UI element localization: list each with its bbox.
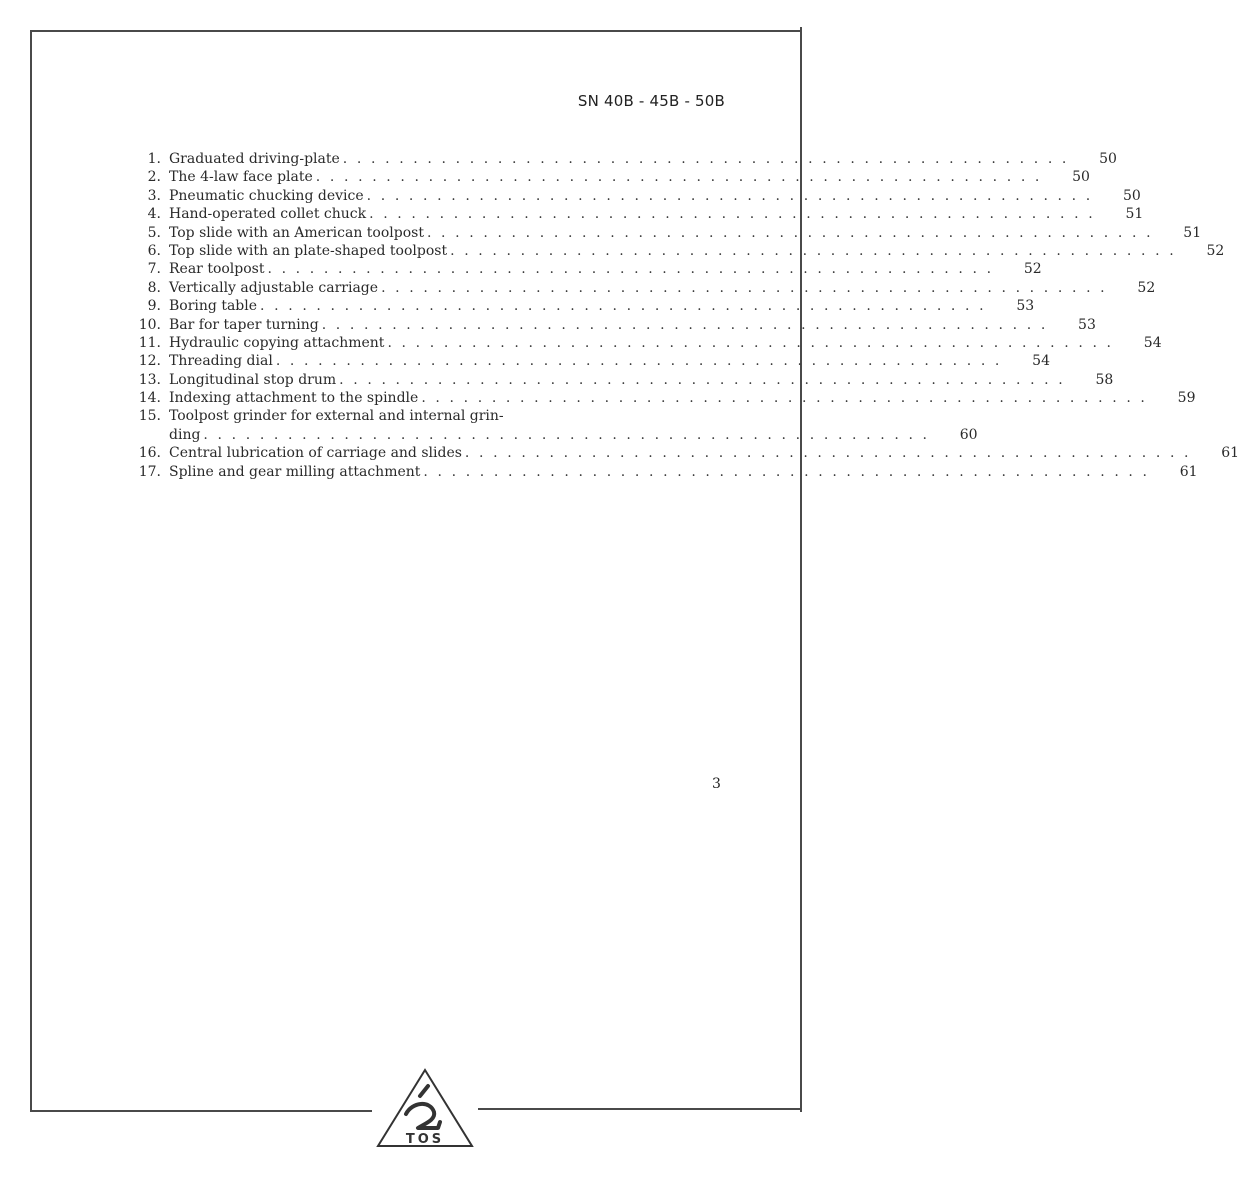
toc-entry-title: Hydraulic copying attachment bbox=[169, 334, 385, 351]
toc-entry-number: 8. bbox=[147, 279, 161, 296]
toc-entry-continuation bbox=[135, 426, 978, 444]
toc-entry-number: 14. bbox=[138, 390, 161, 407]
model-header: SN 40B - 45B - 50B bbox=[577, 92, 725, 110]
toc-entry bbox=[135, 242, 1225, 260]
toc-entry bbox=[135, 352, 1050, 370]
toc-entry-number: 16. bbox=[138, 445, 161, 462]
toc-entry-page: 52 bbox=[1137, 279, 1156, 296]
toc-entry-page: 51 bbox=[1125, 206, 1144, 223]
toc-entry-page: 59 bbox=[1177, 390, 1196, 407]
toc-entry-title: Vertically adjustable carriage bbox=[169, 279, 379, 296]
toc-entry bbox=[135, 444, 1239, 462]
toc-entry-page: 50 bbox=[1122, 187, 1141, 204]
toc-entry bbox=[135, 463, 1198, 481]
toc-entry-number: 9. bbox=[147, 298, 161, 315]
toc-leader-dots: . . . . . . . . . . . . . . . . . . . . . . . . . . . . . . . . . . . . . . . . . . . . . . . . . . . . bbox=[203, 426, 930, 443]
toc-entry-page: 61 bbox=[1179, 463, 1198, 480]
toc-entry-number: 3. bbox=[147, 187, 161, 204]
toc-entry-page: 51 bbox=[1183, 224, 1202, 241]
toc-entry-number: 1. bbox=[147, 151, 161, 167]
toc-entry bbox=[135, 187, 1141, 205]
toc-entry bbox=[135, 205, 1144, 223]
logo-text: TOS bbox=[405, 1132, 445, 1147]
toc-leader-dots: . . . . . . . . . . . . . . . . . . . . . . . . . . . . . . . . . . . . . . . . . . . . . . . . . . . . bbox=[267, 261, 994, 278]
toc-entry-page: 54 bbox=[1143, 334, 1162, 351]
toc-entry-title: Threading dial bbox=[169, 353, 273, 370]
toc-entry-title: Bar for taper turning bbox=[169, 316, 319, 333]
toc-entry bbox=[135, 150, 1117, 168]
toc-entry-page: 58 bbox=[1095, 371, 1114, 388]
toc-entry-number: 10. bbox=[138, 316, 161, 333]
toc-leader-dots: . . . . . . . . . . . . . . . . . . . . . . . . . . . . . . . . . . . . . . . . . . . . . . . . . . . . bbox=[366, 187, 1093, 204]
toc-entry-title: Longitudinal stop drum bbox=[169, 371, 337, 388]
toc-entry-number: 11. bbox=[138, 334, 161, 351]
toc-entry-number: 6. bbox=[147, 242, 161, 259]
page-frame-left bbox=[30, 32, 32, 1112]
toc-entry-title: Top slide with an American toolpost bbox=[169, 224, 424, 241]
toc-leader-dots: . . . . . . . . . . . . . . . . . . . . . . . . . . . . . . . . . . . . . . . . . . . . . . . . . . . . bbox=[423, 463, 1150, 480]
toc-entry-title: Hand-operated collet chuck bbox=[169, 206, 367, 223]
toc-entry-page: 52 bbox=[1206, 242, 1225, 259]
table-of-contents bbox=[135, 150, 1239, 481]
toc-entry-number: 17. bbox=[138, 463, 161, 480]
toc-entry-title: Central lubrication of carriage and slides bbox=[169, 445, 462, 462]
toc-leader-dots: . . . . . . . . . . . . . . . . . . . . . . . . . . . . . . . . . . . . . . . . . . . . . . . . . . . . bbox=[450, 242, 1177, 259]
toc-entry bbox=[135, 224, 1202, 242]
toc-entry-number: 7. bbox=[147, 261, 161, 278]
toc-entry-title: The 4-law face plate bbox=[169, 169, 313, 186]
toc-entry-title: Spline and gear milling attachment bbox=[169, 463, 421, 480]
toc-entry bbox=[135, 334, 1162, 352]
toc-leader-dots: . . . . . . . . . . . . . . . . . . . . . . . . . . . . . . . . . . . . . . . . . . . . . . . . . . . . bbox=[260, 298, 987, 315]
toc-leader-dots: . . . . . . . . . . . . . . . . . . . . . . . . . . . . . . . . . . . . . . . . . . . . . . . . . . . . bbox=[339, 371, 1066, 388]
toc-entry-page: 60 bbox=[959, 426, 978, 443]
toc-entry-page: 52 bbox=[1023, 261, 1042, 278]
tos-logo bbox=[372, 1066, 478, 1152]
page-frame-bottom-right bbox=[478, 1108, 802, 1110]
toc-entry-number: 5. bbox=[147, 224, 161, 241]
toc-leader-dots: . . . . . . . . . . . . . . . . . . . . . . . . . . . . . . . . . . . . . . . . . . . . . . . . . . . . bbox=[275, 353, 1002, 370]
toc-entry-page: 61 bbox=[1221, 445, 1239, 462]
toc-entry-page: 54 bbox=[1032, 353, 1050, 370]
toc-entry-page: 53 bbox=[1016, 298, 1035, 315]
toc-leader-dots: . . . . . . . . . . . . . . . . . . . . . . . . . . . . . . . . . . . . . . . . . . . . . . . . . . . . bbox=[464, 445, 1192, 462]
toc-entry bbox=[135, 389, 1196, 407]
toc-entry bbox=[135, 168, 1090, 186]
toc-leader-dots: . . . . . . . . . . . . . . . . . . . . . . . . . . . . . . . . . . . . . . . . . . . . . . . . . . . . bbox=[342, 151, 1069, 167]
toc-entry-title: Pneumatic chucking device bbox=[169, 187, 364, 204]
toc-entry-title: Boring table bbox=[169, 298, 258, 315]
toc-entry bbox=[135, 279, 1156, 297]
toc-entry-number: 2. bbox=[147, 169, 161, 186]
toc-leader-dots: . . . . . . . . . . . . . . . . . . . . . . . . . . . . . . . . . . . . . . . . . . . . . . . . . . . . bbox=[421, 390, 1148, 407]
page-frame-top bbox=[30, 30, 802, 32]
toc-leader-dots: . . . . . . . . . . . . . . . . . . . . . . . . . . . . . . . . . . . . . . . . . . . . . . . . . . . . bbox=[315, 169, 1042, 186]
toc-entry bbox=[135, 371, 1114, 389]
toc-entry bbox=[135, 407, 695, 425]
toc-entry-number: 15. bbox=[138, 408, 161, 425]
toc-entry-title: Indexing attachment to the spindle bbox=[169, 390, 419, 407]
toc-entry-title: Toolpost grinder for external and internal grin- bbox=[169, 408, 504, 425]
toc-entry-number: 4. bbox=[147, 206, 161, 223]
toc-entry-title: Top slide with an plate-shaped toolpost bbox=[169, 242, 448, 259]
toc-leader-dots: . . . . . . . . . . . . . . . . . . . . . . . . . . . . . . . . . . . . . . . . . . . . . . . . . . . . bbox=[321, 316, 1048, 333]
toc-leader-dots: . . . . . . . . . . . . . . . . . . . . . . . . . . . . . . . . . . . . . . . . . . . . . . . . . . . . bbox=[369, 206, 1096, 223]
toc-leader-dots: . . . . . . . . . . . . . . . . . . . . . . . . . . . . . . . . . . . . . . . . . . . . . . . . . . . . bbox=[381, 279, 1108, 296]
page-frame-bottom-left bbox=[30, 1110, 372, 1112]
toc-leader-dots: . . . . . . . . . . . . . . . . . . . . . . . . . . . . . . . . . . . . . . . . . . . . . . . . . . . . bbox=[387, 334, 1114, 351]
toc-entry-number: 13. bbox=[138, 371, 161, 388]
toc-entry-page: 53 bbox=[1078, 316, 1096, 333]
page-number: 3 bbox=[712, 776, 721, 792]
toc-entry bbox=[135, 297, 1035, 315]
toc-entry-title: Rear toolpost bbox=[169, 261, 265, 278]
toc-entry-number: 12. bbox=[138, 353, 161, 370]
toc-entry bbox=[135, 260, 1042, 278]
toc-entry-title-continuation: ding bbox=[169, 426, 201, 443]
toc-leader-dots: . . . . . . . . . . . . . . . . . . . . . . . . . . . . . . . . . . . . . . . . . . . . . . . . . . . . bbox=[426, 224, 1154, 241]
toc-entry-page: 50 bbox=[1072, 169, 1090, 186]
toc-entry bbox=[135, 316, 1096, 334]
toc-entry-page: 50 bbox=[1099, 151, 1117, 167]
toc-entry-title: Graduated driving-plate bbox=[169, 151, 340, 167]
